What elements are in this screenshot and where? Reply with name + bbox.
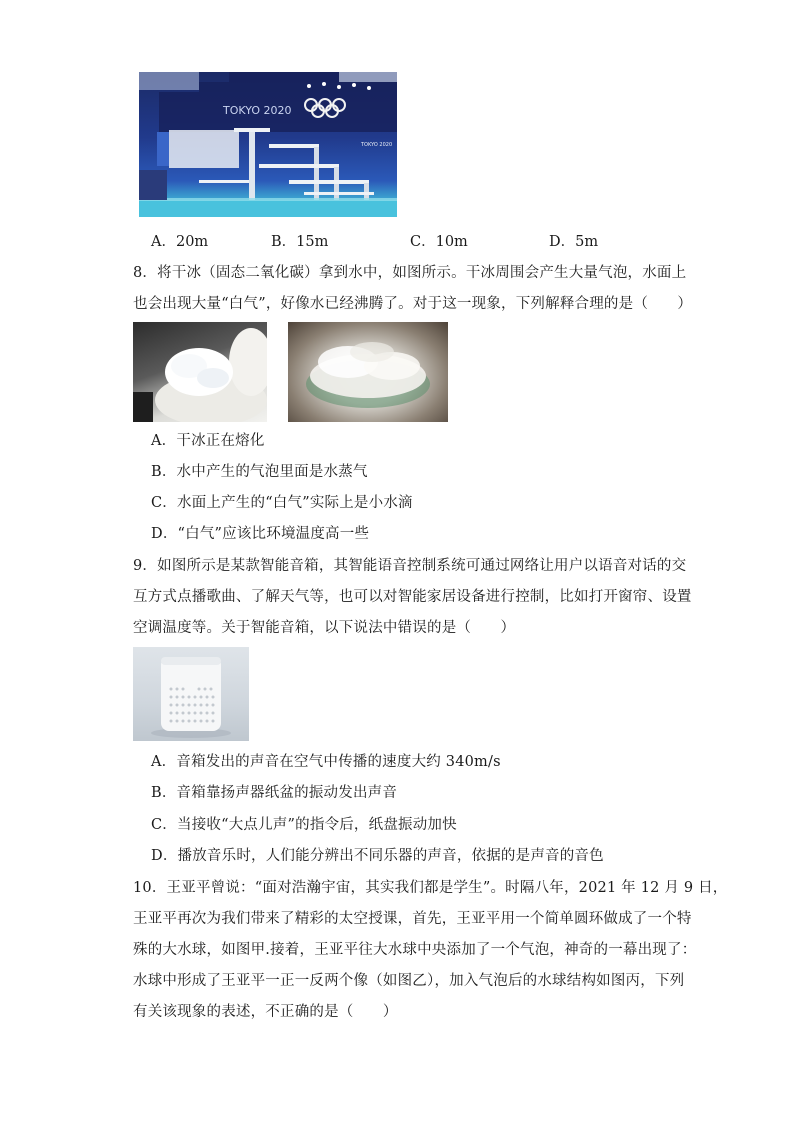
q9-option-c: C．当接收“大点儿声”的指令后，纸盘振动加快 [151,817,457,833]
q10-stem-line-2: 王亚平再次为我们带来了精彩的太空授课，首先，王亚平用一个简单圆环做成了一个特 [133,911,692,927]
q10-stem-line-4: 水球中形成了王亚平一正一反两个像（如图乙），加入气泡后的水球结构如图丙，下列 [133,973,685,989]
q9-stem-line-1: 9．如图所示是某款智能音箱，其智能语音控制系统可通过网络让用户以语音对话的交 [133,558,687,574]
q9-stem-line-2: 互方式点播歌曲、了解天气等，也可以对智能家居设备进行控制，比如打开窗帘、设置 [133,589,692,605]
tokyo-small-sign: TOKYO 2020 [361,142,393,148]
dry-ice-hands-illustration [133,322,267,422]
dry-ice-fog-image [288,322,448,422]
dry-ice-fog-illustration [288,322,448,422]
tokyo-sign: TOKYO 2020 [223,104,292,117]
q8-option-a: A．干冰正在熔化 [151,433,265,449]
q7-option-b: B．15m [271,234,329,250]
q8-option-d: D．“白气”应该比环境温度高一些 [151,526,370,542]
q8-stem-line-2: 也会出现大量“白气”，好像水已经沸腾了。对于这一现象，下列解释合理的是（ ） [133,296,693,312]
dry-ice-hands-image [133,322,267,422]
diving-venue-illustration [139,72,397,217]
smart-speaker-image [133,647,249,741]
smart-speaker-illustration [133,647,249,741]
q7-option-a: A．20m [151,234,209,250]
q9-stem-line-3: 空调温度等。关于智能音箱，以下说法中错误的是（ ） [133,620,516,636]
diving-venue-image [139,72,397,217]
q10-stem-line-5: 有关该现象的表述，不正确的是（ ） [133,1004,398,1020]
q8-stem-line-1: 8．将干冰（固态二氧化碳）拿到水中，如图所示。干冰周围会产生大量气泡，水面上 [133,265,687,281]
q8-option-c: C．水面上产生的“白气”实际上是小水滴 [151,495,413,511]
q9-option-b: B．音箱靠扬声器纸盆的振动发出声音 [151,785,398,801]
q8-option-b: B．水中产生的气泡里面是水蒸气 [151,464,368,480]
q9-option-d: D．播放音乐时，人们能分辨出不同乐器的声音，依据的是声音的音色 [151,848,604,864]
q7-option-c: C．10m [410,234,468,250]
q7-option-d: D．5m [549,234,599,250]
q9-option-a: A．音箱发出的声音在空气中传播的速度大约 340m/s [151,754,501,770]
q10-stem-line-3: 殊的大水球，如图甲.接着，王亚平往大水球中央添加了一个气泡，神奇的一幕出现了： [133,942,697,958]
q10-stem-line-1: 10．王亚平曾说：“面对浩瀚宇宙，其实我们都是学生”。时隔八年，2021 年 12 月 9 日， [133,880,728,896]
